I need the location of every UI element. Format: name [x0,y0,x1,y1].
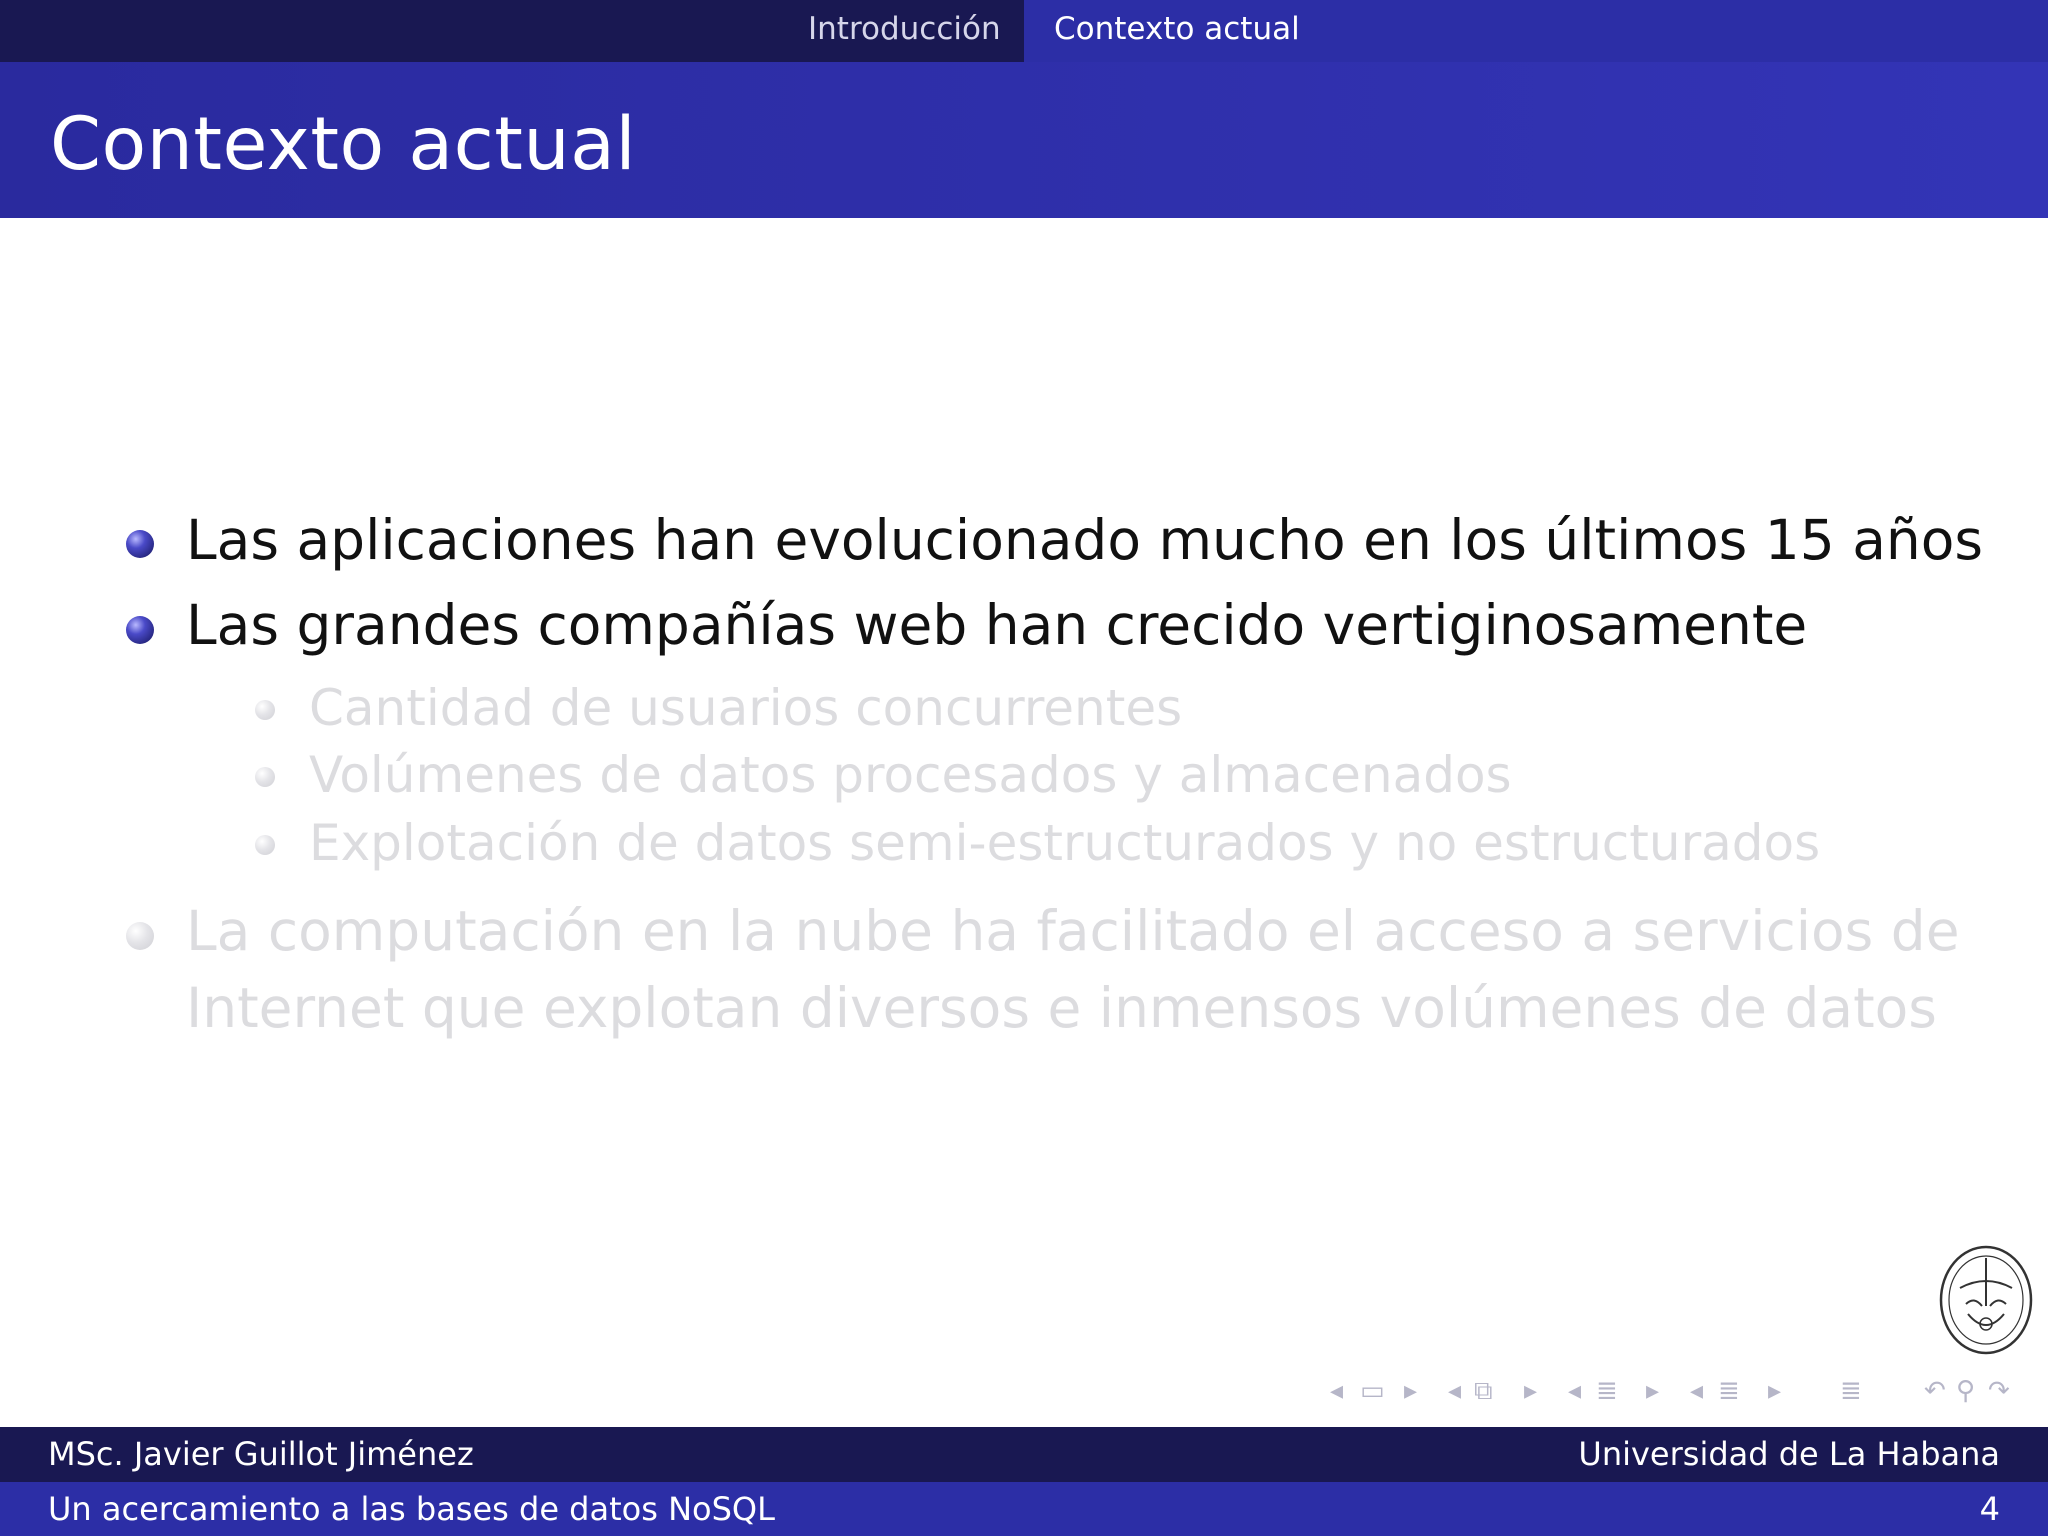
nav-prev-slide-icon[interactable]: ◂ [1330,1376,1344,1406]
footer-author-bar [0,1427,2048,1482]
frame-title: Contexto actual [50,102,637,187]
sub-bullet-item: Volúmenes de datos procesados y almacenados [309,746,1512,804]
sub-bullet-icon [255,835,275,855]
bullet-item-line1: La computación en la nube ha facilitado el acceso a servicios de [186,899,1960,963]
footer-title-bar [0,1482,2048,1536]
outline-icon[interactable]: ≣ [1840,1376,1862,1406]
footer-institution: Universidad de La Habana [1578,1435,2000,1473]
nav-section-contexto-actual[interactable]: Contexto actual [1024,0,2048,62]
beamer-navigation-controls [1320,1376,2040,1416]
section-navigation-bar [0,0,2048,62]
bullet-item-line2: Internet que explotan diversos e inmensos volúmenes de datos [186,976,1937,1040]
bullet-item: Las grandes compañías web han crecido vertiginosamente [186,593,1808,657]
footer-talk-title: Un acercamiento a las bases de datos NoSQL [48,1490,775,1528]
nav-section-introduccion[interactable]: Introducción [808,11,1001,47]
sub-bullet-icon [255,700,275,720]
slide-frame-icon[interactable]: ▭ [1360,1376,1385,1406]
nav-prev-frame-icon[interactable]: ◂ [1448,1376,1462,1406]
sub-bullet-item: Explotación de datos semi-estructurados y no estructurados [309,814,1821,872]
nav-next-section-icon[interactable]: ▸ [1768,1376,1782,1406]
page-number: 4 [1979,1490,2000,1528]
university-seal-logo [1938,1244,2034,1356]
section-icon[interactable]: ≣ [1718,1376,1740,1406]
bullet-icon [126,616,154,644]
nav-prev-subsection-icon[interactable]: ◂ [1568,1376,1582,1406]
search-icon[interactable]: ⚲ [1956,1376,1976,1406]
frame-stack-icon[interactable]: ⧉ [1474,1376,1493,1406]
nav-prev-section-icon[interactable]: ◂ [1690,1376,1704,1406]
nav-next-subsection-icon[interactable]: ▸ [1646,1376,1660,1406]
forward-icon[interactable]: ↷ [1988,1376,2010,1406]
subsection-icon[interactable]: ≣ [1596,1376,1618,1406]
nav-next-slide-icon[interactable]: ▸ [1404,1376,1418,1406]
footer-author: MSc. Javier Guillot Jiménez [48,1435,474,1473]
back-icon[interactable]: ↶ [1924,1376,1946,1406]
bullet-icon [126,530,154,558]
bullet-icon [126,922,154,950]
sub-bullet-item: Cantidad de usuarios concurrentes [309,679,1183,737]
frame-title-bar [0,62,2048,218]
bullet-item: Las aplicaciones han evolucionado mucho en los últimos 15 años [186,508,1984,572]
nav-next-frame-icon[interactable]: ▸ [1524,1376,1538,1406]
sub-bullet-icon [255,767,275,787]
